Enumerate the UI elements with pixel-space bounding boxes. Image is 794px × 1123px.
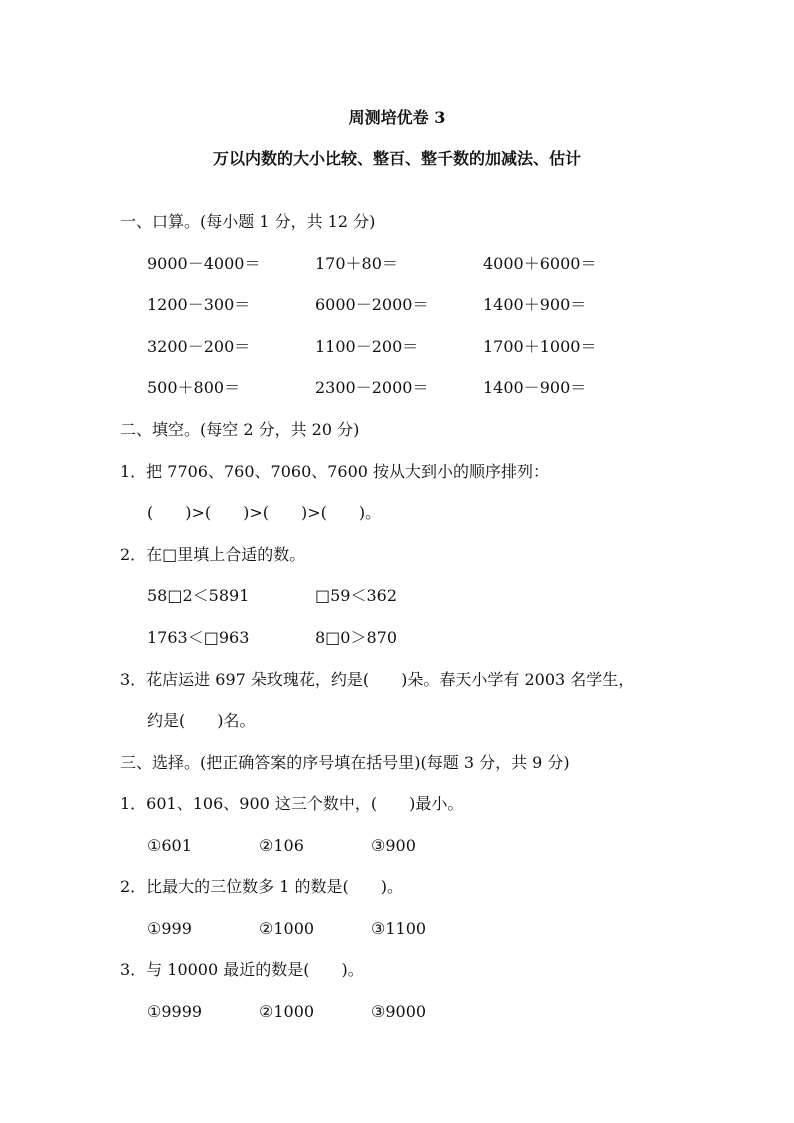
fill-item: 58□2＜5891: [147, 586, 250, 605]
calc-item: 9000－4000＝: [147, 254, 261, 273]
calc-row: [0, 295, 794, 315]
section1-heading: 一、口算。(每小题 1 分，共 12 分): [120, 212, 376, 231]
calc-item: 1400＋900＝: [483, 295, 587, 314]
option-item: ②106: [259, 836, 304, 855]
section3-heading: 三、选择。(把正确答案的序号填在括号里)(每题 3 分，共 9 分): [120, 753, 570, 772]
option-item: ③1100: [371, 919, 427, 938]
option-item: ①999: [147, 919, 192, 938]
question-text: 1．把 7706、760、7060、7600 按从大到小的顺序排列：: [120, 462, 550, 481]
question-text: 2．在□里填上合适的数。: [120, 545, 306, 564]
calc-item: 170＋80＝: [315, 254, 398, 273]
option-item: ①9999: [147, 1002, 203, 1021]
calc-item: 500＋800＝: [147, 378, 241, 397]
page-subtitle: 万以内数的大小比较、整百、整千数的加减法、估计: [212, 149, 581, 168]
fill-row: [0, 586, 794, 606]
question-text: 3．与 10000 最近的数是( )。: [120, 960, 364, 979]
calc-item: 6000－2000＝: [315, 295, 429, 314]
question-text: 3．花店运进 697 朵玫瑰花，约是( )朵。春天小学有 2003 名学生，: [120, 670, 635, 689]
calc-row: [0, 337, 794, 357]
options-row: [0, 836, 794, 856]
answer-line: ( )>( )>( )>( )。: [147, 503, 382, 522]
page-title: 周测培优卷 3: [348, 108, 446, 127]
calc-item: 2300－2000＝: [315, 378, 429, 397]
fill-item: 8□0＞870: [315, 628, 398, 647]
question-text: 1．601、106、900 这三个数中，( )最小。: [120, 794, 464, 813]
option-item: ③9000: [371, 1002, 427, 1021]
option-item: ②1000: [259, 919, 315, 938]
calc-item: 1100－200＝: [315, 337, 419, 356]
fill-item: □59＜362: [315, 586, 398, 605]
calc-item: 3200－200＝: [147, 337, 251, 356]
calc-row: [0, 378, 794, 398]
calc-item: 1700＋1000＝: [483, 337, 597, 356]
section2-heading: 二、填空。(每空 2 分，共 20 分): [120, 420, 360, 439]
option-item: ②1000: [259, 1002, 315, 1021]
calc-item: 1400－900＝: [483, 378, 587, 397]
question-text: 2．比最大的三位数多 1 的数是( )。: [120, 877, 404, 896]
calc-item: 4000＋6000＝: [483, 254, 597, 273]
question-text-continued: 约是( )名。: [147, 711, 256, 730]
options-row: [0, 1002, 794, 1022]
fill-row: [0, 628, 794, 648]
option-item: ①601: [147, 836, 192, 855]
fill-item: 1763＜□963: [147, 628, 250, 647]
calc-row: [0, 254, 794, 274]
calc-item: 1200－300＝: [147, 295, 251, 314]
options-row: [0, 919, 794, 939]
option-item: ③900: [371, 836, 416, 855]
